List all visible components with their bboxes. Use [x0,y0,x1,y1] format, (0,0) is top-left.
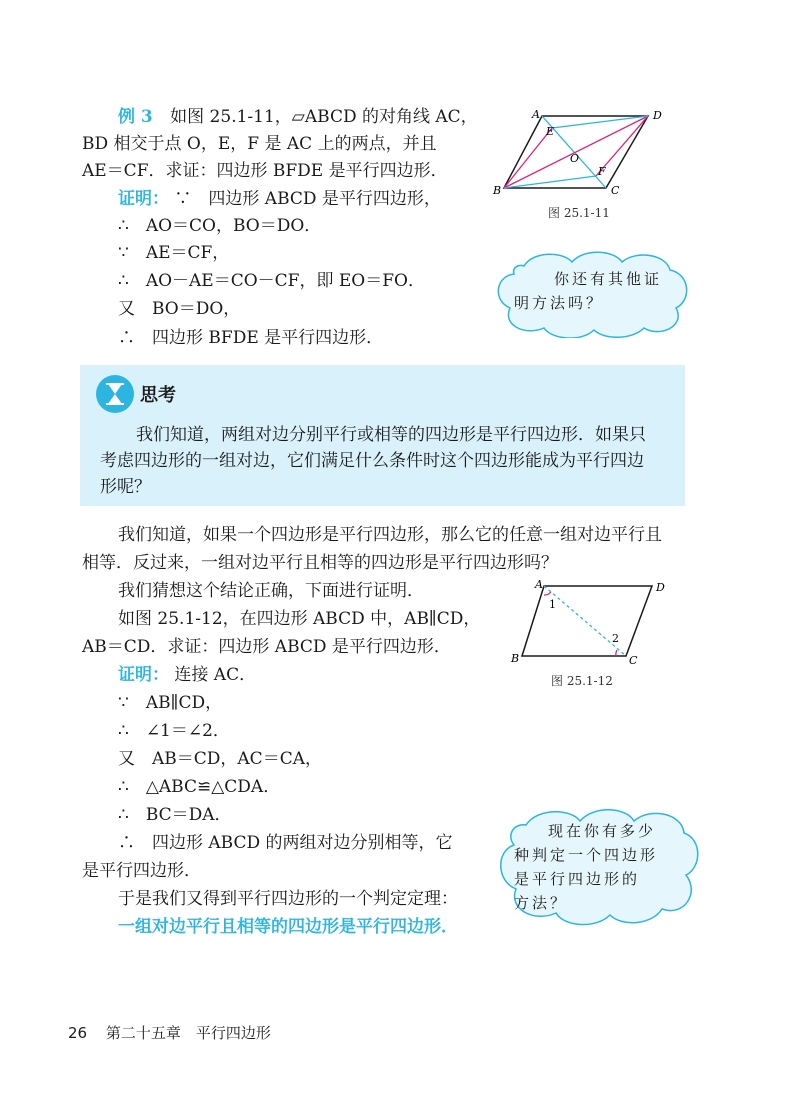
proof2-lead: 连接 AC． [174,665,257,685]
figure-25-1-11 [490,100,680,210]
fig1-label-a: A [532,108,540,121]
proof1-label: 证明： [118,189,169,209]
fig1-label-d: D [653,109,662,122]
cloud2-line-4: 方法？ [514,894,569,912]
fig2-label-c: C [629,654,638,667]
think-line-3: 形呢？ [100,477,151,497]
example-line-1 [118,104,478,130]
proof1-step-6: ∴ 四边形 BFDE 是平行四边形． [118,328,384,348]
proof1-line-1 [118,186,441,212]
para-line-5: AB＝CD．求证：四边形 ABCD 是平行四边形． [82,637,451,657]
think-box [80,365,685,506]
proof1-step-5: 又 BO＝DO， [118,299,241,319]
example-text-1: 如图 25.1-11，▱ABCD 的对角线 AC， [170,107,478,127]
proof2-step-5: ∴ BC＝DA． [118,805,232,825]
fig2-label-b: B [511,652,520,665]
example-line-3: AE＝CF．求证：四边形 BFDE 是平行四边形． [82,161,448,181]
figure-25-1-12 [508,578,668,668]
fig1-caption: 图 25.1-11 [548,206,610,220]
fig1-label-o: O [570,152,580,165]
page-number: 26 [68,1024,88,1042]
think-title: 思考 [140,385,176,406]
theorem-text: 一组对边平行且相等的四边形是平行四边形． [118,917,458,937]
example-line-2: BD 相交于点 O，E，F 是 AC 上的两点，并且 [82,134,437,154]
fig2-angle-1: 1 [549,598,556,611]
fig2-label-a: A [535,578,543,591]
proof1-step-1: ∵ 四边形 ABCD 是平行四边形， [174,189,441,209]
proof2-line-1 [118,662,256,688]
proof2-step-1: ∵ AB∥CD， [118,693,223,713]
fig1-label-f: F [598,165,606,178]
proof2-step-6: ∴ 四边形 ABCD 的两组对边分别相等，它 [118,833,453,853]
fig1-label-c: C [611,184,620,197]
proof2-step-2: ∴ ∠1＝∠2． [118,721,230,741]
para-line-2: 相等．反过来，一组对边平行且相等的四边形是平行四边形吗？ [82,553,558,573]
fig1-label-e: E [546,125,555,138]
cloud2-line-2: 种判定一个四边形 [514,846,659,864]
chapter-title: 第二十五章 平行四边形 [105,1024,271,1042]
fig2-label-d: D [656,581,665,594]
cloud1-line-1: 你还有其他证 [554,270,663,288]
fig2-angle-2: 2 [612,632,619,645]
proof1-step-3: ∵ AE＝CF， [118,243,230,263]
cloud2-line-1: 现在你有多少 [548,822,657,840]
page-footer [68,1022,271,1043]
para-line-4: 如图 25.1-12，在四边形 ABCD 中，AB∥CD， [118,609,481,629]
think-line-1: 我们知道，两组对边分别平行或相等的四边形是平行四边形．如果只 [136,425,646,445]
theorem-intro: 于是我们又得到平行四边形的一个判定定理： [118,889,458,909]
proof1-step-4: ∴ AO－AE＝CO－CF，即 EO＝FO． [118,271,425,291]
proof2-label: 证明： [118,665,169,685]
proof2-step-4: ∴ △ABC≌△CDA． [118,777,281,797]
para-line-3: 我们猜想这个结论正确，下面进行证明． [118,581,424,601]
think-line-2: 考虑四边形的一组对边，它们满足什么条件时这个四边形能成为平行四边 [100,451,644,471]
hourglass-icon [96,375,134,413]
cloud2-line-3: 是平行四边形的 [514,870,641,888]
example-label: 例 3 [118,107,153,127]
fig2-caption: 图 25.1-12 [551,674,613,688]
proof1-step-2: ∴ AO＝CO，BO＝DO． [118,216,322,236]
fig1-label-b: B [493,184,502,197]
proof2-step-7: 是平行四边形． [82,861,201,881]
para-line-1: 我们知道，如果一个四边形是平行四边形，那么它的任意一组对边平行且 [118,525,662,545]
cloud1-line-2: 明方法吗？ [514,294,605,312]
proof2-step-3: 又 AB＝CD，AC＝CA， [118,749,322,769]
